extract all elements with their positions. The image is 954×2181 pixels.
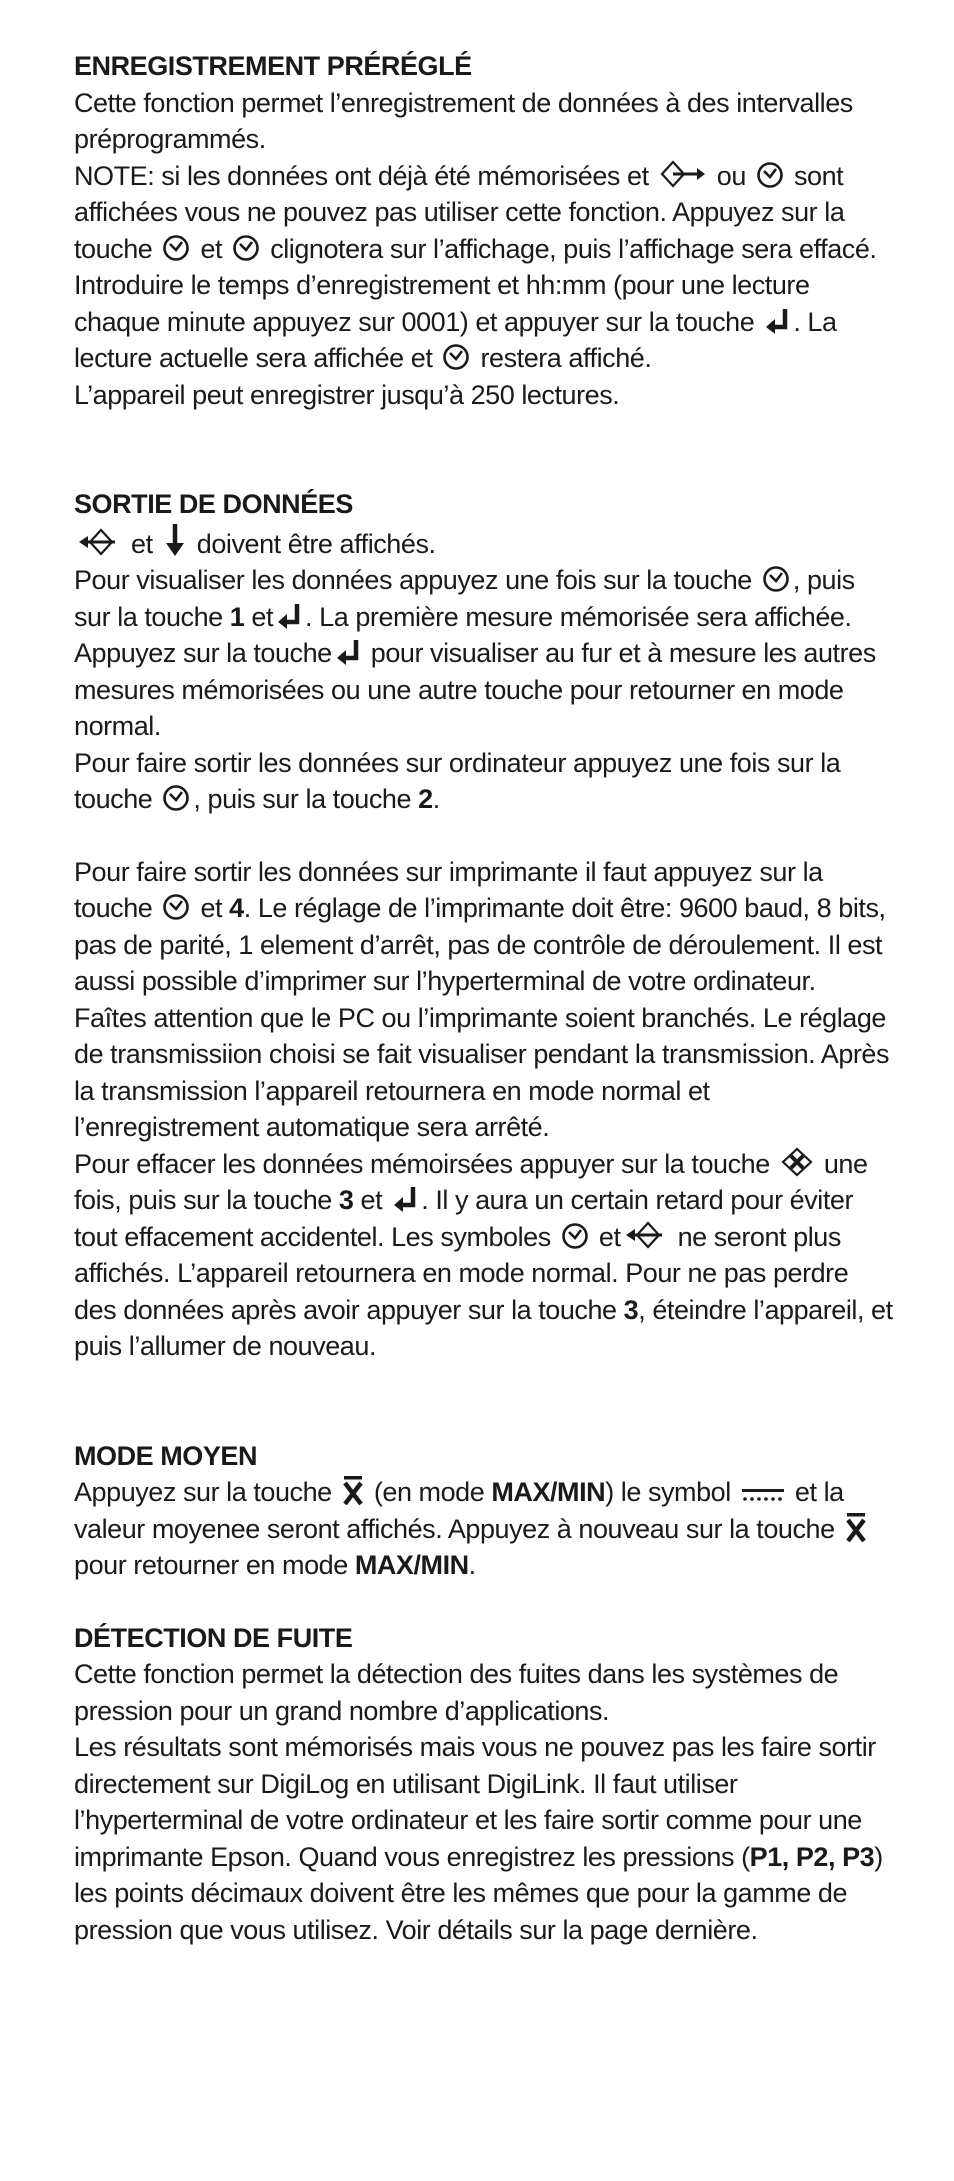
- text: . Le réglage de l’imprimante doit être: 9600 baud, 8 bits, pas de parité, 1 element d’arrêt, pas de contrôle de déroulement. Il est aussi possible d’imprimer sur l’hyperterminal de votre ordinateur. Faîtes attention que le PC ou l’imprimante soient branchés. Le réglage de transmissiion choisi se fait visualiser pendant la transmission. Après la transmission l’appareil retournera en mode normal et l’enregistrement automatique sera arrêté.: [74, 893, 890, 1142]
- text: ) les points décimaux doivent être les mêmes que pour la gamme de pression que vous utilisez. Voir détails sur la page dernière.: [74, 1841, 883, 1945]
- paragraph: [74, 1474, 894, 1584]
- clock-icon: [162, 893, 190, 921]
- diamond-arrow-icon: [659, 159, 707, 189]
- text: Pour faire sortir les données sur imprimante il faut appuyez sur la touche: [74, 856, 823, 923]
- text: . La lecture actuelle sera affichée et: [74, 306, 837, 373]
- text: sont affichées vous ne pouvez pas utiliser cette fonction. Appuyez sur la touche: [74, 160, 845, 264]
- section-sortie-donnees: [74, 486, 894, 1365]
- section-mode-moyen: [74, 1438, 894, 1584]
- text: Les résultats sont mémorisés mais vous ne pouvez pas les faire sortir directement sur DigiLog en utilisant DigiLink. Il faut utiliser l’hyperterminal de votre ordinateur et les faire sortir comme pour une imprimante Epson. Quand vous enregistrez les pressions (: [74, 1732, 876, 1872]
- section-enregistrement: [74, 48, 894, 413]
- section-title: ENREGISTREMENT PRÉRÉGLÉ: [74, 51, 472, 81]
- text: , éteindre l’appareil, et puis l’allumer de nouveau.: [74, 1294, 893, 1361]
- text: et: [591, 1221, 621, 1252]
- text: . Il y aura un certain retard pour éviter tout effacement accidentel. Les symboles: [74, 1185, 853, 1252]
- note-paragraph: [74, 158, 894, 377]
- pressure-labels: P1, P2, P3: [749, 1841, 875, 1872]
- text: Pour visualiser les données appuyez une fois sur la touche: [74, 565, 759, 595]
- clock-icon: [762, 565, 790, 593]
- text: Cette fonction permet la détection des fuites dans les systèmes de pression pour un grand nombre d’applications.: [74, 1659, 839, 1726]
- text: ) le symbol: [605, 1477, 738, 1507]
- paragraph: [74, 523, 894, 563]
- text: , puis sur la touche: [74, 565, 855, 632]
- text: doivent être affichés.: [189, 528, 436, 559]
- text: restera affiché.: [473, 343, 652, 373]
- section-title: DÉTECTION DE FUITE: [74, 1622, 353, 1653]
- text: et: [353, 1185, 390, 1215]
- text: pour visualiser au fur et à mesure les autres mesures mémorisées ou une autre touche pour retourner en mode normal.: [74, 638, 876, 741]
- text: .: [432, 784, 440, 814]
- section-detection-fuite: [74, 1620, 894, 1949]
- clock-icon: [162, 784, 190, 812]
- paragraph: [74, 745, 894, 818]
- clock-icon: [232, 234, 260, 262]
- section-title: MODE MOYEN: [74, 1440, 258, 1471]
- enter-key-icon: [764, 307, 790, 335]
- clock-icon: [162, 234, 190, 262]
- diamond-arrow-icon: [624, 1220, 668, 1250]
- paragraph: [74, 1146, 894, 1365]
- key-label: 3: [338, 1185, 354, 1215]
- clock-icon: [561, 1222, 589, 1250]
- text: et: [244, 601, 274, 632]
- x-bar-icon: [342, 1475, 364, 1505]
- text: pour retourner en mode: [74, 1550, 355, 1580]
- key-label: 2: [418, 784, 433, 814]
- paragraph: [74, 377, 894, 414]
- text: et la valeur moyenee seront affichés. Appuyez à nouveau sur la touche: [74, 1477, 844, 1544]
- text: Pour effacer les données mémoirsées appuyer sur la touche: [74, 1148, 777, 1179]
- key-label: 1: [229, 601, 245, 632]
- mode-label: MAX/MIN: [354, 1550, 469, 1580]
- text: Pour faire sortir les données sur ordinateur appuyez une fois sur la touche: [74, 747, 841, 814]
- text: une fois, puis sur la touche: [74, 1148, 868, 1215]
- clock-icon: [442, 343, 470, 371]
- enter-key-icon: [276, 602, 302, 630]
- section-title: SORTIE DE DONNÉES: [74, 489, 353, 519]
- text: . La première mesure mémorisée sera affichée. Appuyez sur la touche: [74, 601, 852, 668]
- text: clignotera sur l’affichage, puis l’affichage sera effacé. Introduire le temps d’enregistrement et hh:mm (pour une lecture chaque minute appuyez sur 0001) et appuyer sur la touche: [74, 233, 877, 337]
- text: et: [193, 233, 230, 264]
- text: ne seront plus affichés. L’appareil retournera en mode normal. Pour ne pas perdre des données après avoir appuyer sur la touche: [74, 1221, 849, 1325]
- text: L’appareil peut enregistrer jusqu’à 250 lectures.: [74, 379, 620, 410]
- text: , puis sur la touche: [193, 784, 419, 814]
- mode-label: MAX/MIN: [491, 1477, 606, 1507]
- text: et: [193, 893, 230, 923]
- text: ou: [709, 160, 753, 191]
- down-arrow-icon: [163, 523, 187, 557]
- paragraph: [74, 1656, 894, 1729]
- manual-page: [74, 48, 894, 2021]
- text: et: [124, 528, 160, 559]
- text: (en mode: [366, 1477, 492, 1507]
- x-bar-icon: [845, 1512, 867, 1542]
- dotted-line-icon: [741, 1485, 785, 1505]
- diamond-arrow-icon: [77, 527, 121, 557]
- paragraph: [74, 85, 894, 158]
- spacer: [74, 818, 894, 854]
- text: NOTE: si les données ont déjà été mémorisées et: [74, 160, 656, 191]
- paragraph: [74, 854, 894, 1146]
- enter-key-icon: [335, 638, 361, 666]
- key-label: 4: [229, 893, 244, 923]
- paragraph: [74, 1729, 894, 1948]
- key-label: 3: [623, 1294, 639, 1325]
- enter-key-icon: [392, 1185, 418, 1213]
- text: .: [468, 1550, 476, 1580]
- erase-diamond-icon: [780, 1147, 814, 1177]
- text: Appuyez sur la touche: [74, 1477, 339, 1507]
- text: Cette fonction permet l’enregistrement de données à des intervalles préprogrammés.: [74, 87, 853, 154]
- paragraph: [74, 562, 894, 745]
- clock-icon: [756, 161, 784, 189]
